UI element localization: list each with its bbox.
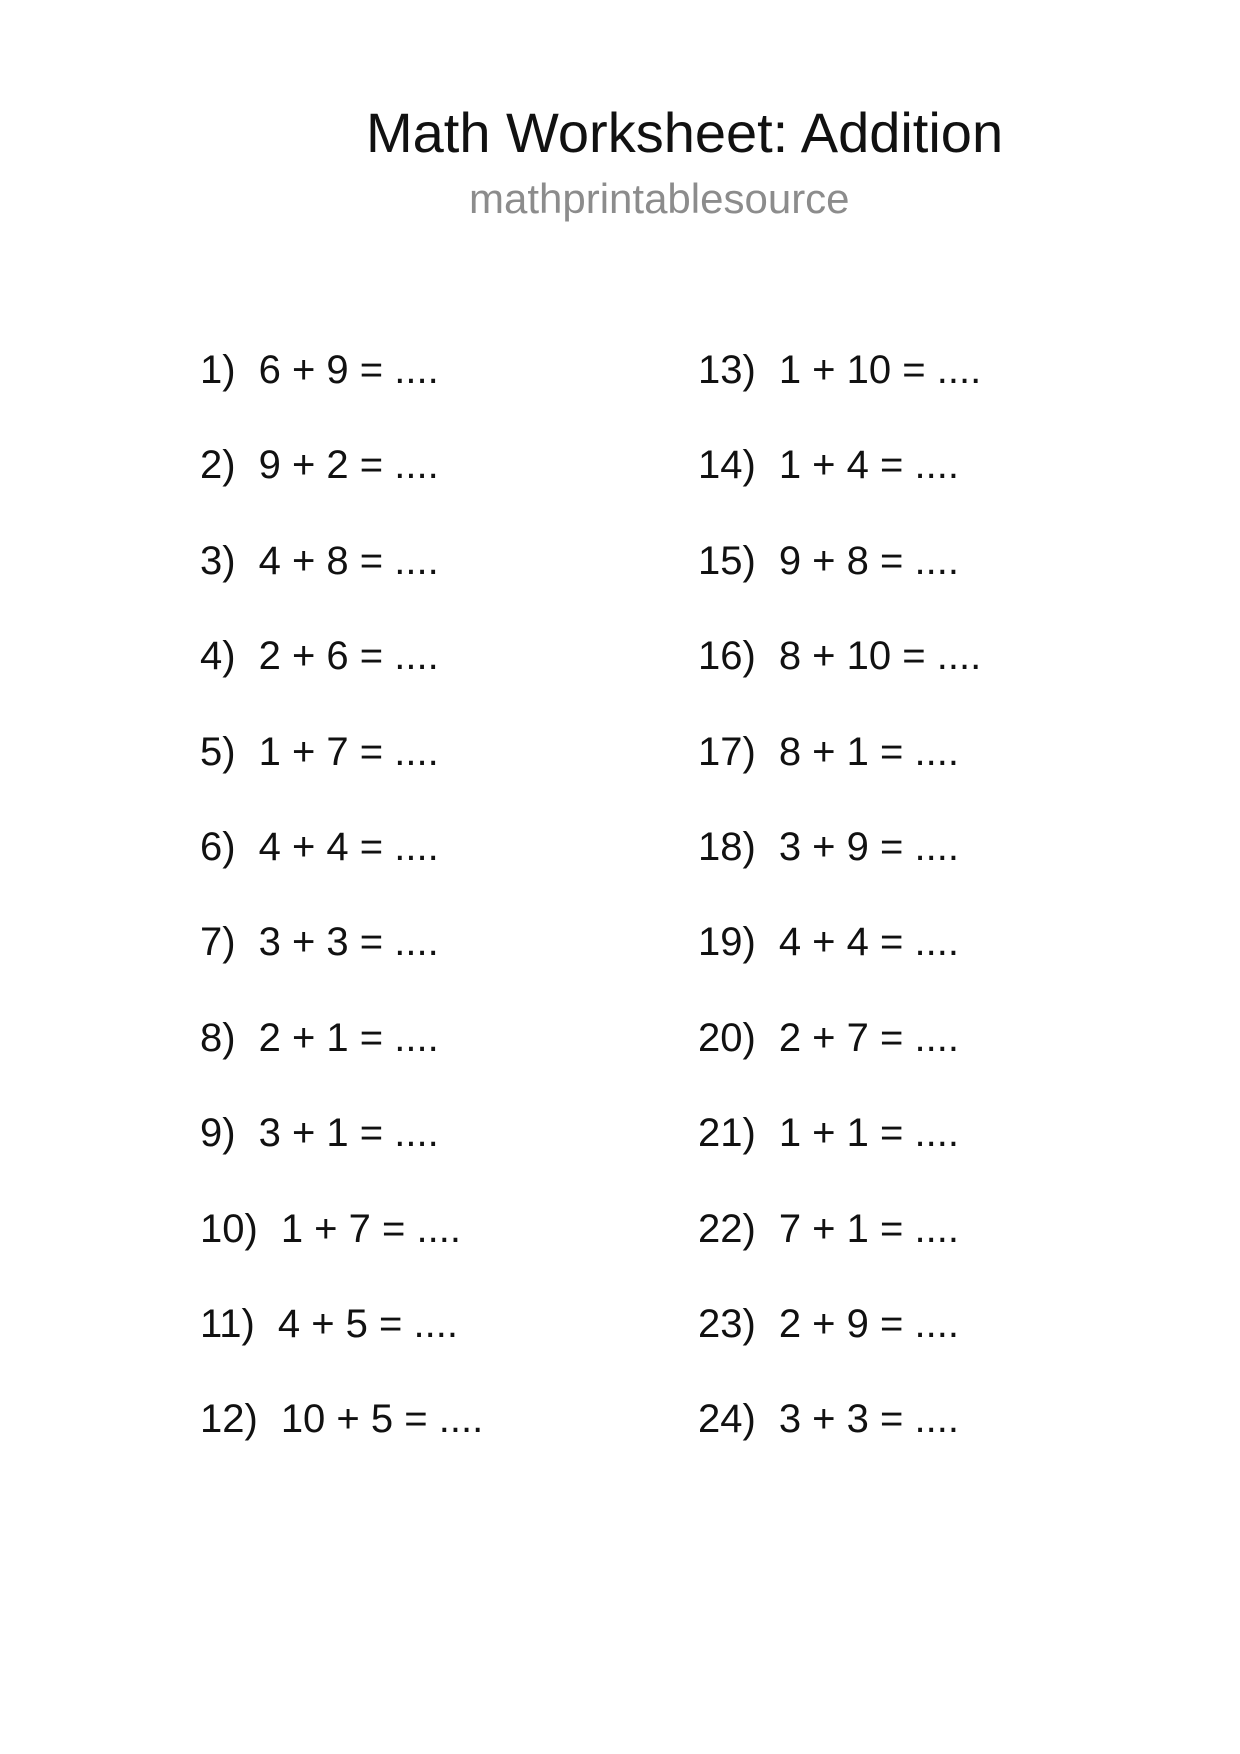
problem-row (200, 634, 483, 679)
problem-row (698, 1397, 981, 1442)
problem-expression: 9 + 2 = .... (258, 443, 439, 488)
problem-row (200, 1206, 483, 1251)
problem-number: 24) (698, 1397, 756, 1442)
problem-number: 21) (698, 1111, 756, 1156)
problem-number: 18) (698, 824, 756, 869)
problem-row (698, 920, 981, 965)
problem-number: 16) (698, 634, 756, 679)
problem-number: 9) (200, 1111, 236, 1156)
problem-number: 14) (698, 443, 756, 488)
problem-row (200, 920, 483, 965)
problem-number: 23) (698, 1301, 756, 1346)
problem-expression: 9 + 8 = .... (778, 538, 959, 583)
problem-row (698, 443, 981, 488)
problem-expression: 6 + 9 = .... (258, 348, 439, 392)
problem-row (698, 1111, 981, 1156)
problem-expression: 4 + 4 = .... (258, 824, 439, 869)
problem-expression: 3 + 9 = .... (778, 824, 959, 869)
problem-number: 7) (200, 920, 236, 965)
problem-number: 20) (698, 1015, 756, 1060)
problem-row (200, 1111, 483, 1156)
problem-number: 6) (200, 824, 236, 869)
page-title: Math Worksheet: Addition (366, 101, 1004, 164)
problem-row (200, 1015, 483, 1060)
problem-row (200, 1301, 483, 1346)
problem-row (698, 1301, 981, 1346)
problem-expression: 4 + 4 = .... (778, 920, 959, 965)
problem-number: 8) (200, 1015, 236, 1060)
problem-expression: 7 + 1 = .... (778, 1206, 959, 1251)
problem-row (698, 350, 981, 390)
problem-expression: 3 + 3 = .... (778, 1397, 959, 1442)
problem-row (200, 1397, 484, 1442)
problem-expression: 2 + 7 = .... (778, 1015, 959, 1060)
problem-row (698, 538, 981, 583)
problem-expression: 8 + 1 = .... (778, 729, 959, 774)
problem-row (698, 729, 981, 774)
problem-row (200, 824, 483, 869)
problem-row (698, 1206, 981, 1251)
problem-row (200, 443, 483, 488)
problems-column-right (698, 348, 982, 1442)
problem-number: 4) (200, 634, 236, 679)
problem-row (200, 538, 483, 583)
problem-expression: 3 + 3 = .... (258, 920, 439, 965)
problem-number: 10) (200, 1206, 258, 1251)
problem-row (200, 729, 483, 774)
page-subtitle: mathprintablesource (469, 175, 850, 222)
problem-number: 15) (698, 538, 756, 583)
problem-expression: 8 + 10 = .... (778, 634, 982, 679)
problem-number: 11) (200, 1301, 255, 1346)
problem-row (698, 634, 982, 679)
problem-expression: 1 + 4 = .... (778, 443, 959, 488)
problem-expression: 1 + 7 = .... (258, 729, 439, 774)
problem-number: 22) (698, 1206, 756, 1251)
problem-expression: 1 + 10 = .... (778, 348, 982, 392)
problem-number: 12) (200, 1397, 258, 1442)
problem-expression: 4 + 5 = .... (277, 1301, 458, 1346)
problem-row (698, 1015, 981, 1060)
problem-number: 2) (200, 443, 236, 488)
problem-number: 5) (200, 729, 236, 774)
problem-expression: 1 + 1 = .... (778, 1111, 959, 1156)
problem-number: 13) (698, 348, 756, 392)
problems-column-left (200, 348, 484, 1442)
problem-expression: 2 + 6 = .... (258, 634, 439, 679)
problem-expression: 1 + 7 = .... (280, 1206, 461, 1251)
problem-expression: 10 + 5 = .... (280, 1397, 484, 1442)
problem-expression: 2 + 1 = .... (258, 1015, 439, 1060)
problem-number: 17) (698, 729, 756, 774)
problem-row (200, 350, 483, 390)
problem-number: 19) (698, 920, 756, 965)
problem-expression: 4 + 8 = .... (258, 538, 439, 583)
problem-number: 1) (200, 348, 236, 392)
problem-expression: 3 + 1 = .... (258, 1111, 439, 1156)
problem-row (698, 824, 981, 869)
problem-number: 3) (200, 538, 236, 583)
problem-expression: 2 + 9 = .... (778, 1301, 959, 1346)
